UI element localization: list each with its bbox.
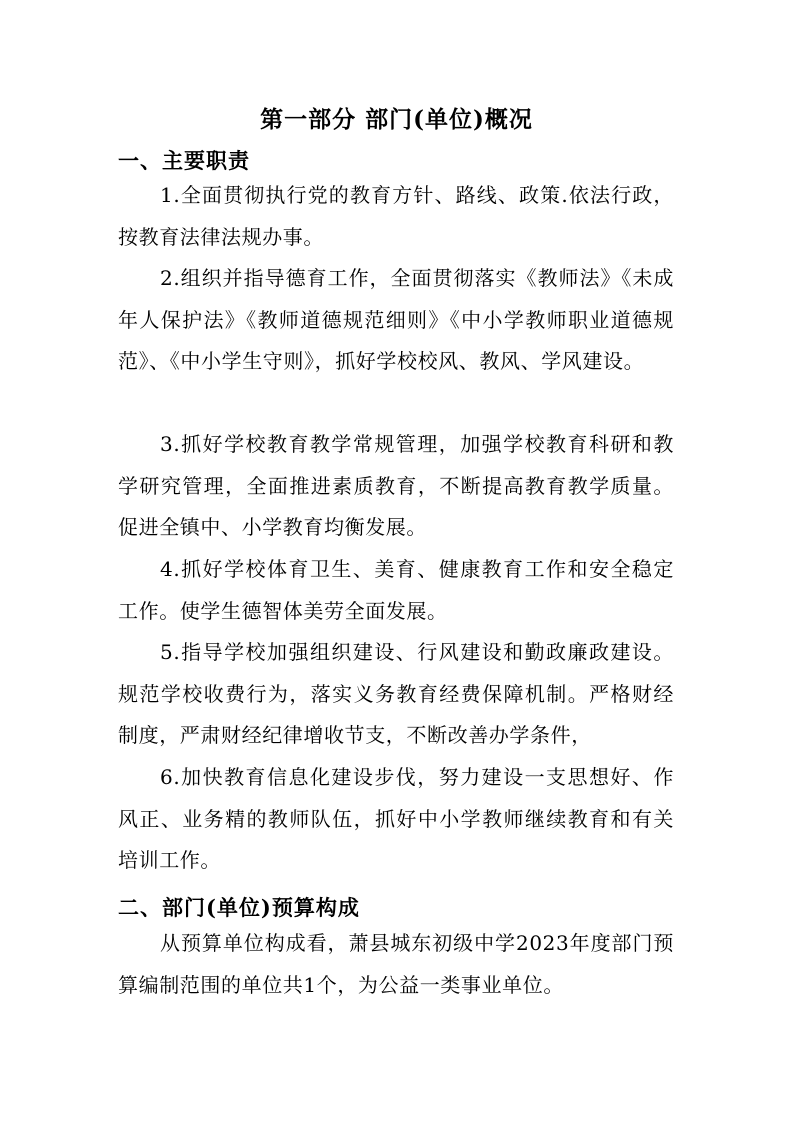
duty-paragraph-1: 1.全面贯彻执行党的教育方针、路线、政策.依法行政，按教育法律法规办事。	[118, 183, 674, 249]
duty-paragraph-2: 2.组织并指导德育工作，全面贯彻落实《教师法》《未成年人保护法》《教师道德规范细则》《中小学教师职业道德规范》、《中小学生守则》，抓好学校校风、教风、学风建设。	[118, 266, 674, 373]
budget-paragraph: 从预算单位构成看，萧县城东初级中学2023年度部门预算编制范围的单位共1个，为公益一类事业单位。	[118, 931, 674, 997]
page-title: 第一部分 部门(单位)概况	[260, 106, 533, 133]
section-heading-budget: 二、部门(单位)预算构成	[118, 895, 360, 920]
duty-paragraph-6: 6.加快教育信息化建设步伐，努力建设一支思想好、作风正、业务精的教师队伍，抓好中小学教师继续教育和有关培训工作。	[118, 765, 674, 872]
section-heading-duties: 一、主要职责	[118, 148, 250, 173]
duty-paragraph-5: 5.指导学校加强组织建设、行风建设和勤政廉政建设。规范学校收费行为，落实义务教育经费保障机制。严格财经制度，严肃财经纪律增收节支，不断改善办学条件，	[118, 640, 674, 747]
duty-paragraph-4: 4.抓好学校体育卫生、美育、健康教育工作和安全稳定工作。使学生德智体美劳全面发展。	[118, 557, 674, 623]
duty-paragraph-3: 3.抓好学校教育教学常规管理，加强学校教育科研和教学研究管理，全面推进素质教育，不断提高教育教学质量。促进全镇中、小学教育均衡发展。	[118, 432, 674, 539]
